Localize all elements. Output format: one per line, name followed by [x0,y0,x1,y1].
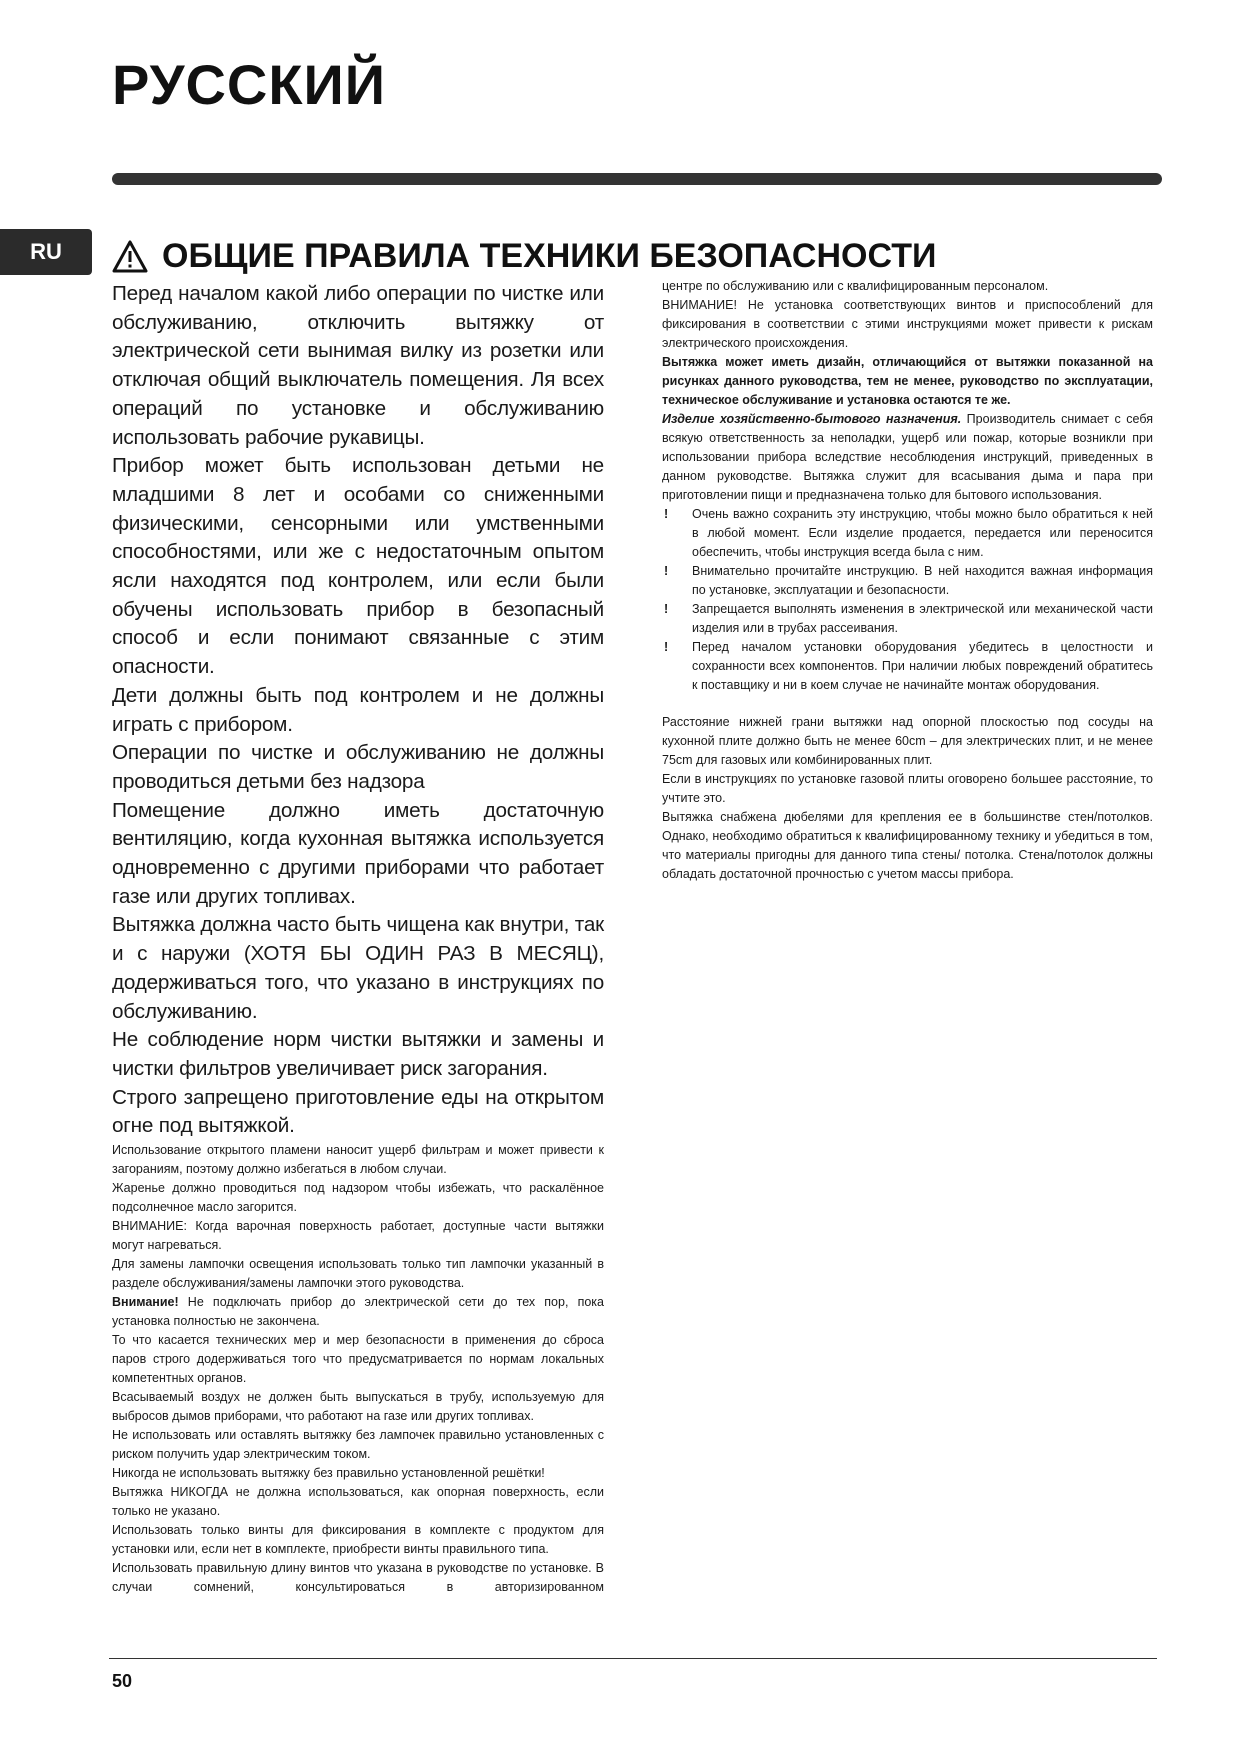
list-item-text: Внимательно прочитайте инструкцию. В ней находится важная информация по установке, эксплуатации и безопасности. [692,564,1153,597]
paragraph: Прибор может быть использован детьми не младшими 8 лет и особами со сниженными физическими, сенсорными или умственными способностями, или же с недостаточным опытом ясли находятся под контролем, или если были обучены использовать прибор в безопасный способ и если понимают связанные с этим опасности. [112,454,604,679]
paragraph: Если в инструкциях по установке газовой плиты оговорено большее расстояние, то учтите это. [662,772,1153,805]
page-number: 50 [112,1671,133,1691]
design-note [662,353,1153,410]
exclamation-icon: ! [664,640,669,654]
list-item [662,600,1153,638]
section-title: ОБЩИЕ ПРАВИЛА ТЕХНИКИ БЕЗОПАСНОСТИ [162,237,937,275]
paragraph: Операции по чистке и обслуживанию не должны проводиться детьми без надзора [112,741,604,793]
footer-divider [109,1658,1157,1659]
design-note-text: Вытяжка может иметь дизайн, отличающийся от вытяжки показанной на рисунках данного руководства, тем не менее, руководство по эксплуатации, техническое обслуживание и установка остаются те же. [662,355,1153,407]
paragraph: Не соблюдение норм чистки вытяжки и замены и чистки фильтров увеличивает риск загорания. [112,1028,604,1080]
paragraph: ВНИМАНИЕ! Не установка соответствующих винтов и приспособлений для фиксирования в соответствии с этими инструкциями может привести к рискам электрического происхождения. [662,298,1153,350]
household-label: Изделие хозяйственно-бытового назначения. [662,412,962,426]
large-text-block [112,280,604,1141]
paragraph: Дети должны быть под контролем и не должны играть с прибором. [112,683,604,736]
attention-text: Не подключать прибор до электрической сети до тех пор, пока установка полностью не закончена. [112,1295,604,1329]
small-text-block [112,1141,604,1597]
exclamation-icon: ! [664,507,669,521]
header-divider-bar [112,173,1162,185]
paragraph: ВНИМАНИЕ: Когда варочная поверхность работает, доступные части вытяжки могут нагреваться. [112,1219,604,1253]
household-paragraph [662,410,1153,505]
paragraph: Использовать только винты для фиксирования в комплекте с продуктом для установки или, если нет в комплекте, приобрести винты правильного типа. [112,1523,604,1557]
paragraph: Расстояние нижней грани вытяжки над опорной плоскостью под сосуды на кухонной плите должно быть не менее 60cm – для электрических плит, и не менее 75cm для газовых или комбинированных плит. [662,715,1153,767]
paragraph: Строго запрещено приготовление еды на открытом огне под вытяжкой. [112,1085,604,1138]
paragraph: центре по обслуживанию или с квалифицированным персоналом. [662,279,1049,293]
paragraph: Вытяжка должна часто быть чищена как внутри, так и с наружи (ХОТЯ БЫ ОДИН РАЗ В МЕСЯЦ), додерживаться того, что указано в инструкциях по обслуживанию. [112,913,604,1023]
paragraph: Для замены лампочки освещения использовать только тип лампочки указанный в разделе обслуживания/замены лампочки этого руководства. [112,1257,604,1291]
warning-list [662,505,1153,695]
paragraph: Всасываемый воздух не должен быть выпускаться в трубу, используемую для выбросов дымов приборами, что работают на газе или других топливах. [112,1390,604,1424]
paragraph: То что касается технических мер и мер безопасности в применения до сброса паров строго додерживаться того что предусматривается по нормам локальных компетентных органов. [112,1333,604,1386]
paragraph: Жаренье должно проводиться под надзором чтобы избежать, что раскалённое подсолнечное масло загорится. [112,1181,604,1215]
right-column [662,277,1153,884]
list-item-text: Очень важно сохранить эту инструкцию, чтобы можно было обратиться к ней в любой момент. Если изделие продается, передается или переносится обеспечить, чтобы инструкция всегда была с ним. [692,507,1153,559]
attention-paragraph [112,1293,604,1331]
list-item-text: Перед началом установки оборудования убедитесь в целостности и сохранности всех компонентов. При наличии любых повреждений обратитесь к поставщику и ни в коем случае не начинайте монтаж оборудования. [692,640,1153,692]
list-item [662,505,1153,562]
list-item [662,638,1153,695]
household-text: Производитель снимает с себя всякую ответственность за неполадки, ущерб или пожар, которые возникли при использовании прибора вследствие несоблюдения инструкций, приведенных в данном руководстве. Вытяжка служит для всасывания дыма и пара при приготовлении пищи и предназначена только для бытового использования. [662,412,1153,502]
left-column [112,280,604,1597]
paragraph: Вытяжка снабжена дюбелями для крепления ее в большинстве стен/потолков. Однако, необходимо обратиться к квалифицированному технику и убедиться в том, что материалы пригодны для данного типа стены/ потолка. Стена/потолок должны обладать достаточной прочностью с учетом массы прибора. [662,810,1153,881]
paragraph: Использование открытого пламени наносит ущерб фильтрам и может привести к загораниям, поэтому должно избегаться в любом случаи. [112,1143,604,1177]
paragraph: Не использовать или оставлять вытяжку без лампочек правильно установленных с риском получить удар электрическим током. [112,1428,604,1462]
list-item [662,562,1153,600]
paragraph: Помещение должно иметь достаточную вентиляцию, когда кухонная вытяжка используется одновременно с другими приборами что работает газе или других топливах. [112,798,604,908]
exclamation-icon: ! [664,602,669,616]
warning-triangle-icon [112,240,148,273]
section-heading [112,236,936,276]
paragraph: Перед началом какой либо операции по чистке или обслуживанию, отключить вытяжку от электрической сети вынимая вилку из розетки или отключая общий выключатель помещения. Ля всех операций по установке и обслуживанию использовать рабочие рукавицы. [112,282,604,449]
list-item-text: Запрещается выполнять изменения в электрической или механической части изделия или в трубах рассеивания. [692,602,1153,635]
language-badge: RU [0,229,92,275]
exclamation-icon: ! [664,564,669,578]
attention-label: Внимание! [112,1295,179,1310]
paragraph: Вытяжка НИКОГДА не должна использоваться, как опорная поверхность, если только не указано. [112,1485,604,1519]
language-title: РУССКИЙ [112,53,387,116]
paragraph: Никогда не использовать вытяжку без правильно установленной решётки! [112,1466,545,1481]
paragraph: Использовать правильную длину винтов что указана в руководстве по установке. В случаи сомнений, консультироваться в авторизированном [112,1561,604,1595]
